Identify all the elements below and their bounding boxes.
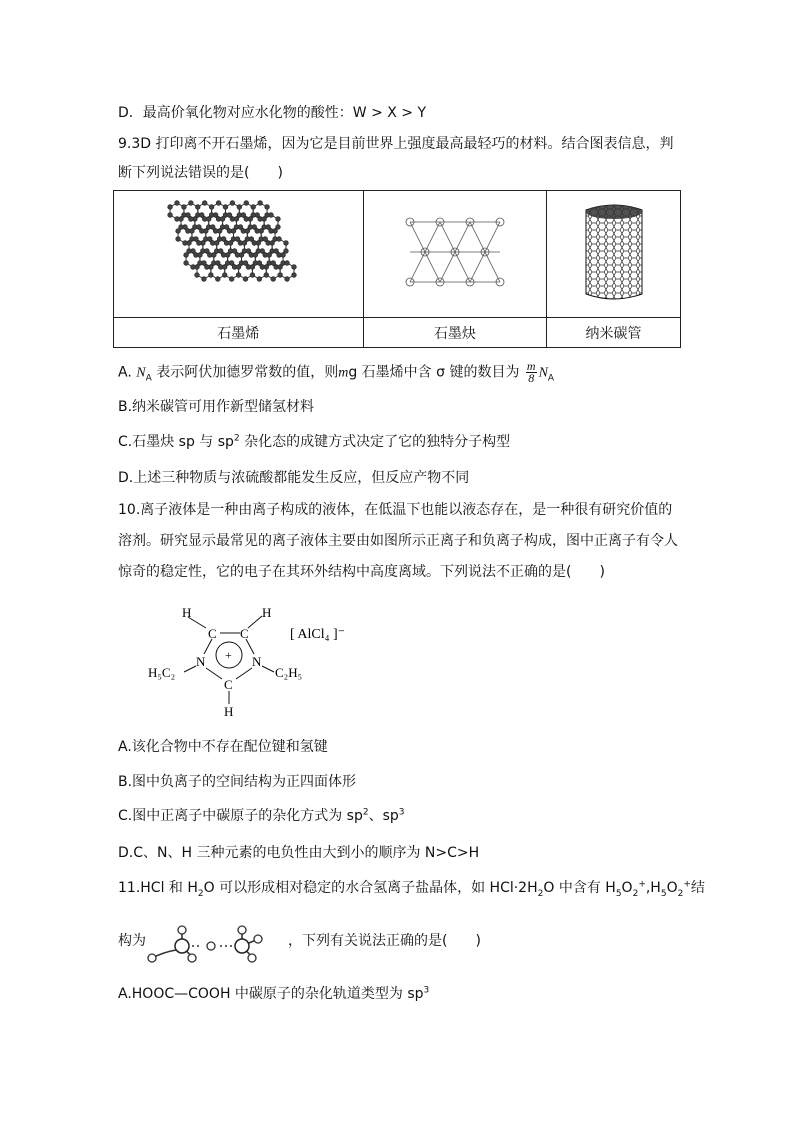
graphene-atom [215,241,219,245]
q9-option-a-g: g 石墨烯中含 σ 键的数目为 [348,364,520,381]
graphene-atom [239,225,243,229]
graphene-atom [237,273,241,277]
graphene-atom [251,265,255,269]
graphene-atom [231,201,235,205]
graphene-atom [276,217,280,221]
graphene-atom [176,229,180,233]
imidazolium-structure [140,598,380,723]
h5o2-ball-stick-figure [146,922,288,964]
graphene-atom [262,217,266,221]
graphene-atom [251,205,255,209]
graphene-atom [278,265,282,269]
nanotube-image-cell [547,191,681,318]
graphene-atom [232,229,236,233]
graphene-atom [176,237,180,241]
graphene-atom [218,229,222,233]
q9-option-b: B.纳米碳管可用作新型储氢材料 [118,399,315,415]
plus-sign: + [225,648,232,662]
q11-stem-d: O [621,880,633,896]
na-subscript-tail: A [547,373,555,384]
graphene-atom [264,265,268,269]
graphene-atom [214,213,218,217]
q9-figure-table [113,190,681,348]
graphene-atom [210,205,214,209]
q11-option-a-sup: 3 [423,985,430,996]
graphene-atom [255,213,259,217]
graphene-atom [256,241,260,245]
graphene-atom [276,225,280,229]
q11-stem-d-sup: + [638,879,646,890]
graphene-atom [274,249,278,253]
q8-option-d: D．最高价氧化物对应水化物的酸性：W > X > Y [118,105,427,121]
graphene-atom [207,217,211,221]
graphene-atom [233,249,237,253]
graphene-atom [240,253,244,257]
q9-option-a-mid: 表示阿伏加德罗常数的值，则 [156,364,339,381]
q10-stem-line2: 溶剂。研究显示最常见的离子液体主要由如图所示正离子和负离子构成，图中正离子有令人 [118,533,678,549]
q10-option-a: A.该化合物中不存在配位键和氢键 [118,739,328,755]
graphene-atom [212,253,216,257]
graphene-atom [201,241,205,245]
anion-label: [ AlCl₄ ]⁻ [290,627,346,642]
graphene-atom [237,265,241,269]
q11-stem-e: ,H [645,880,661,896]
mass-symbol: m [338,365,349,381]
graphene-atom [257,277,261,281]
graphene-atom [249,237,253,241]
graphene-atom [200,213,204,217]
q10-option-b: B.图中负离子的空间结构为正四面体形 [118,774,357,790]
q9-option-d: D.上述三种物质与浓硫酸都能发生反应，但反应产物不同 [118,470,470,486]
graphene-atom [193,217,197,221]
q10-option-c-sup2: 3 [398,807,405,818]
h-top-right: H [262,605,272,620]
graphene-atom [224,205,228,209]
q11-stem-g: 结 [690,880,705,896]
graphene-atom [284,241,288,245]
graphene-atom [216,261,220,265]
graphene-atom [223,265,227,269]
caption-nanotube: 纳米碳管 [547,318,681,348]
graphene-atom [203,201,207,205]
fraction-numerator: m [526,359,536,373]
q11-stem-c-sub: 5 [615,888,622,899]
graphene-atom [292,273,296,277]
graphene-lattice-figure [163,199,313,305]
q11-stem-f-sub: 2 [677,888,684,899]
q11-option-a [118,984,429,1004]
caption-graphene: 石墨烯 [114,318,364,348]
h-bottom: H [224,704,234,719]
graphene-atom [219,249,223,253]
graphene-atom [269,213,273,217]
q11-option-a-pre: A.HOOC—COOH 中碳原子的杂化轨道类型为 sp [118,986,424,1002]
graphene-atom [248,217,252,221]
carbon-nanotube-figure [574,202,654,302]
graphene-atom [209,265,213,269]
c-bottom: C [224,677,233,692]
graphene-atom [278,273,282,277]
graphene-atom [195,265,199,269]
graphene-atom [190,229,194,233]
graphene-atom [271,277,275,281]
graphene-atom [202,277,206,281]
q11-stem-e-sub: 5 [660,888,667,899]
graphene-atom [244,261,248,265]
caption-graphdiyne: 石墨炔 [363,318,546,348]
graphene-atom [202,261,206,265]
graphene-atom [284,249,288,253]
graphdiyne-network-figure [400,212,510,292]
q10-option-c-mid: 、sp [368,808,399,824]
q11-stem-f-sup: + [683,879,691,890]
graphene-atom [211,225,215,229]
q11-stem-line2-pre: 构为 [118,933,146,949]
q11-stem-a: 11.HCl 和 H [118,880,198,896]
q10-option-c [118,806,405,826]
q10-option-c-pre: C.图中正离子中碳原子的杂化方式为 sp [118,808,363,824]
q11-stem-c: O 中含有 H [543,880,616,896]
graphene-atom [196,205,200,209]
graphene-atom [205,249,209,253]
graphene-atom [251,273,255,277]
graphene-atom [186,213,190,217]
fraction-m-over-8 [526,361,537,384]
q9-stem-line1: 9.3D 打印离不开石墨烯，因为它是目前世界上强度最高最轻巧的材料。结合图表信息，判 [118,136,674,152]
graphene-atom [209,273,213,277]
q10-stem-line3: 惊奇的稳定性，它的电子在其环外结构中高度离域。下列说法不正确的是( ) [118,564,605,580]
graphene-atom [184,261,188,265]
graphene-atom [198,253,202,257]
n-right: N [252,654,262,669]
graphene-atom [237,205,241,209]
graphene-atom [228,213,232,217]
graphene-atom [271,261,275,265]
graphene-atom [175,201,179,205]
q11-stem-a-sub: 2 [197,888,204,899]
graphene-atom [225,225,229,229]
graphene-atom [184,253,188,257]
q9-option-a-prefix: A. [118,364,132,381]
graphene-atom [195,273,199,277]
graphene-atom [179,217,183,221]
graphene-atom [226,253,230,257]
q9-option-c [118,432,510,452]
graphene-atom [230,277,234,281]
q10-option-c-sup1: 2 [362,807,369,818]
q9-option-a [118,361,554,384]
graphene-atom [222,237,226,241]
graphene-atom [258,201,262,205]
graphene-atom [229,241,233,245]
graphene-atom [265,205,269,209]
graphene-atom [191,249,195,253]
q11-stem-b-sub: 2 [537,888,544,899]
graphene-atom [230,261,234,265]
na-symbol: N [136,365,146,381]
graphene-atom [197,225,201,229]
c-left: C [208,626,217,641]
graphene-atom [264,273,268,277]
q9-option-c-sup: 2 [233,433,240,444]
graphene-atom [245,229,249,233]
graphene-atom [189,201,193,205]
q10-stem-line1: 10.离子液体是一种由离子构成的液体，在低温下也能以液态存在，是一种很有研究价值的 [118,502,673,518]
graphene-atom [285,261,289,265]
na-subscript: A [145,373,152,384]
graphene-atom [252,225,256,229]
c-right: C [240,626,249,641]
graphene-atom [168,205,172,209]
fraction-denominator: 8 [528,371,535,385]
graphene-atom [273,229,277,233]
graphene-atom [267,253,271,257]
graphene-atom [285,277,289,281]
graphene-atom [260,249,264,253]
graphene-atom [247,249,251,253]
graphene-atom [183,225,187,229]
graphene-atom [204,229,208,233]
graphene-atom [221,217,225,221]
q9-option-c-pre: C.石墨炔 sp 与 sp [118,434,234,450]
n-left: N [196,654,206,669]
graphene-atom [235,217,239,221]
graphene-atom [236,237,240,241]
graphene-atom [208,237,212,241]
graphene-atom [241,213,245,217]
q11-stem-line2-post: ，下列有关说法正确的是( ) [288,933,481,949]
graphene-atom [257,261,261,265]
graphdiyne-image-cell [363,191,546,318]
graphene-atom [292,265,296,269]
q11-stem-d-sub: 2 [632,888,639,899]
graphene-atom [217,201,221,205]
graphene-atom [216,277,220,281]
graphene-atom [194,237,198,241]
graphene-atom [223,273,227,277]
graphene-atom [259,229,263,233]
na-symbol-tail: N [538,365,548,381]
ethyl-left: H₅C₂ [148,665,176,680]
q9-option-c-post: 杂化态的成键方式决定了它的独特分子构型 [239,434,511,450]
q11-stem-line1 [118,878,705,898]
q11-stem-b: O 可以形成相对稳定的水合氢离子盐晶体，如 HCl·2H [203,880,538,896]
q9-stem-line2: 断下列说法错误的是( ) [118,165,283,181]
graphene-atom [187,241,191,245]
graphene-atom [182,205,186,209]
graphene-atom [270,241,274,245]
q10-option-d: D.C、N、H 三种元素的电负性由大到小的顺序为 N>C>H [118,845,480,861]
graphene-atom [277,237,281,241]
graphene-atom [168,213,172,217]
graphene-atom [244,277,248,281]
q11-stem-f: O [666,880,678,896]
ethyl-right: C₂H₅ [275,665,303,680]
h-top-left: H [182,605,192,620]
graphene-atom [253,253,257,257]
graphene-atom [266,225,270,229]
graphene-atom [281,253,285,257]
graphene-atom [244,201,248,205]
graphene-atom [263,237,267,241]
graphene-atom [243,241,247,245]
graphene-image-cell [114,191,364,318]
